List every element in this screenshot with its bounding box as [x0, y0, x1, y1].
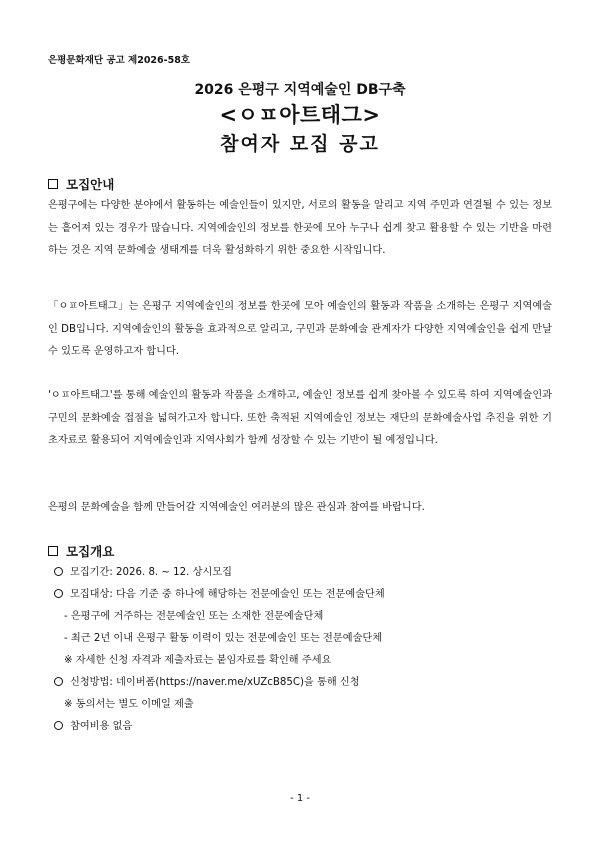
list-note: ※ 자세한 신청 자격과 제출자료는 붙임자료를 확인해 주세요: [64, 655, 332, 666]
title-line-3: 참여자 모집 공고: [220, 133, 380, 155]
list-note: ※ 동의서는 별도 이메일 제출: [64, 699, 194, 710]
list-item-method: [54, 673, 360, 688]
circle-bullet-icon: [54, 721, 63, 730]
list-item-period: [54, 563, 232, 578]
list-item-text: 모집기간: 2026. 8. ~ 12. 상시모집: [70, 567, 232, 578]
section-heading-text: 모집개요: [66, 544, 115, 559]
guide-paragraph-4: 은평의 문화예술을 함께 만들어갈 지역예술인 여러분의 많은 관심과 참여를 바랍니다.: [48, 502, 425, 513]
list-subitem: - 은평구에 거주하는 전문예술인 또는 소재한 전문예술단체: [64, 611, 324, 622]
circle-bullet-icon: [54, 567, 63, 576]
notice-number: 은평문화재단 공고 제2026-58호: [48, 55, 190, 66]
circle-bullet-icon: [54, 589, 63, 598]
title-line-1: 2026 은평구 지역예술인 DB구축: [194, 82, 406, 98]
guide-paragraph-1: 은평구에는 다양한 분야에서 활동하는 예술인들이 있지만, 서로의 활동을 알리고 지역 주민과 연결될 수 있는 정보는 흩어져 있는 경우가 많습니다. 지역예술인의 정보를 한곳에 모아 누구나 쉽게 찾고 활용할 수 있는 기반을 마련하는 것은 지역 문화예술 생태계를 더욱 활성화하기 위한 중요한 시작입니다.: [48, 200, 552, 256]
section-heading-overview: [48, 542, 114, 560]
guide-paragraph-3: 'ㅇㅍ아트태그'를 통해 예술인의 활동과 작품을 소개하고, 예술인 정보를 쉽게 찾아볼 수 있도록 하여 지역예술인과 구민의 문화예술 접점을 넓혀가고자 합니다. 또한 축적된 지역예술인 정보는 재단의 문화예술사업 추진을 위한 기초자료로 활용되어 지역예술인과 지역사회가 함께 성장할 수 있는 기반이 될 예정입니다.: [48, 390, 552, 446]
circle-bullet-icon: [54, 677, 63, 686]
square-bullet-icon: [48, 179, 58, 189]
page-number: - 1 -: [290, 793, 310, 804]
list-item-text: 신청방법: 네이버폼(https://naver.me/xUZcB85C)을 통해 신청: [70, 677, 360, 688]
section-heading-guide: [48, 175, 114, 193]
list-item-target: [54, 585, 385, 600]
guide-paragraph-2: 「ㅇㅍ아트태그」는 은평구 지역예술인의 정보를 한곳에 모아 예술인의 활동과 작품을 소개하는 은평구 지역예술인 DB입니다. 지역예술인의 활동을 효과적으로 알리고, 구민과 문화예술 관계자가 다양한 지역예술인을 쉽게 만날 수 있도록 운영하고자 합니다.: [48, 301, 552, 357]
list-item-fee: [54, 717, 132, 732]
list-item-text: 참여비용 없음: [70, 721, 133, 732]
title-line-2: <ㅇㅍ아트태그>: [219, 103, 381, 127]
title-block: [0, 80, 600, 158]
list-item-text: 모집대상: 다음 기준 중 하나에 해당하는 전문예술인 또는 전문예술단체: [70, 589, 385, 600]
list-subitem: - 최근 2년 이내 은평구 활동 이력이 있는 전문예술인 또는 전문예술단체: [64, 633, 383, 644]
section-heading-text: 모집안내: [66, 177, 115, 192]
square-bullet-icon: [48, 546, 58, 556]
